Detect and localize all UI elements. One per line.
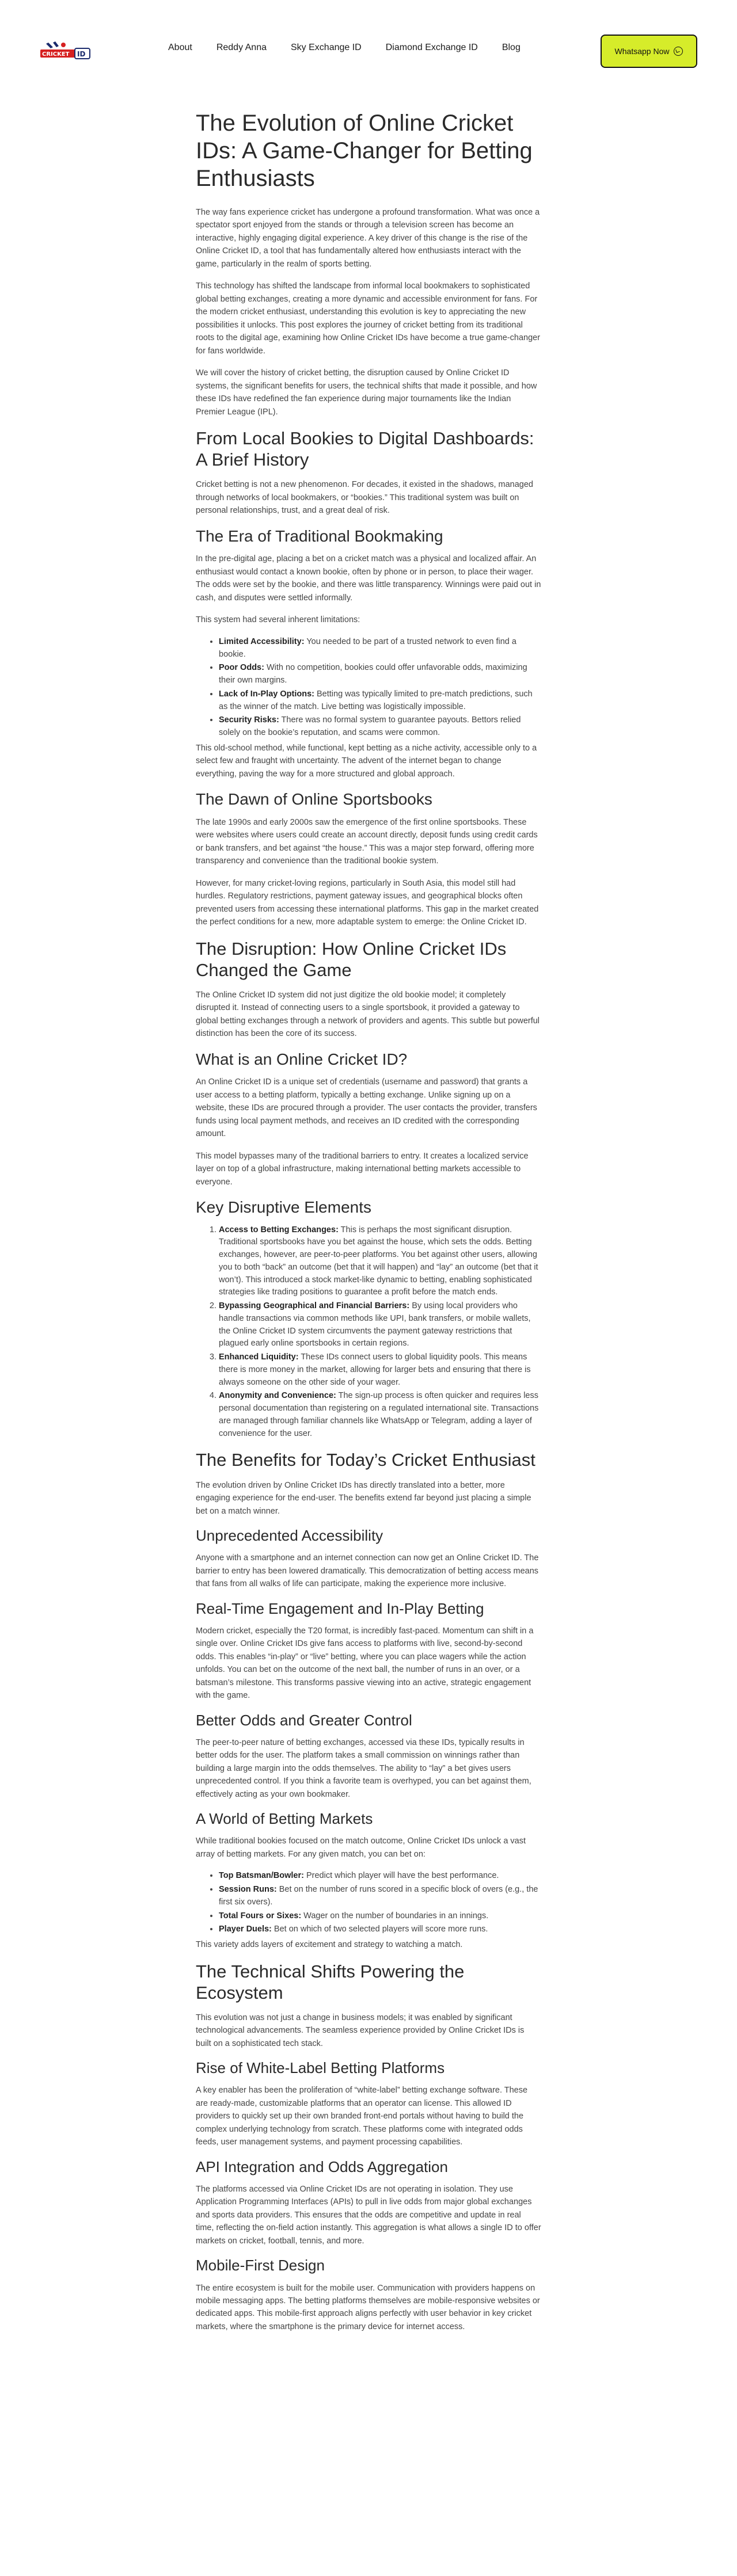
subsection-heading: A World of Betting Markets xyxy=(196,1810,373,1828)
paragraph: Cricket betting is not a new phenomenon. For decades, it existed in the shadows, managed through networks of local bookmakers, or “bookies.” This traditional system was built on personal relationships, trust, and a great deal of risk. xyxy=(196,480,533,516)
list-item: • Lack of In-Play Options: Betting was typically limited to pre-match predictions, such as the winner of the match. Live betting was logistically impossible. xyxy=(219,688,541,714)
intro-paragraph-3: We will cover the history of cricket betting, the disruption caused by Online Cricket ID systems, the significant benefits for users, the technical shifts that made it possible, and how these IDs have redefined the fan experience during major tournaments like the Indian Premier League (IPL). xyxy=(196,368,537,417)
limitations-list xyxy=(196,636,541,740)
paragraph: In the pre-digital age, placing a bet on a cricket match was a physical and localized affair. An enthusiast would contact a known bookie, often by phone or in person, to place their wager. The odds were set by the bookie, and there was little transparency. Winnings were paid out in cash, and disputes were settled informally. xyxy=(196,554,541,603)
paragraph: Anyone with a smartphone and an internet connection can now get an Online Cricket ID. The barrier to entry has been lowered dramatically. This democratization of betting access means that fans from all walks of life can participate, making the experience more inclusive. xyxy=(196,1553,539,1589)
paragraph: The Online Cricket ID system did not just digitize the old bookie model; it completely disrupted it. Instead of connecting users to a single sportsbook, it provided a gateway to global betting exchanges through a network of providers and agents. This subtle but powerful distinction has been the core of its success. xyxy=(196,990,540,1039)
betting-markets-list xyxy=(196,1870,541,1936)
nav-about[interactable]: About xyxy=(168,43,192,52)
paragraph: A key enabler has been the proliferation of “white-label” betting exchange software. These are ready-made, customizable platforms that an operator can license. This allowed ID providers to quickly set up their own branded front-end portals without having to build the complex underlying technology from scratch. These platforms come with integrated odds feeds, user management systems, and payment processing capabilities. xyxy=(196,2086,528,2147)
main-nav xyxy=(168,43,521,53)
paragraph: The evolution driven by Online Cricket IDs has directly translated into a better, more engaging experience for the end-user. The benefits extend far beyond just placing a simple bet on a match winner. xyxy=(196,1480,531,1516)
paragraph: While traditional bookies focused on the match outcome, Online Cricket IDs unlock a vast array of betting markets. For any given match, you can bet on: xyxy=(196,1836,526,1859)
subsection-heading: The Era of Traditional Bookmaking xyxy=(196,527,443,545)
site-header xyxy=(0,0,737,75)
list-item: 2. Bypassing Geographical and Financial Barriers: By using local providers who handle transactions via common methods like UPI, bank transfers, or mobile wallets, the Online Cricket ID system circumvents the payment gateway restrictions that plagued early online sportsbooks in certain regions. xyxy=(219,1300,541,1350)
subsection-heading: The Dawn of Online Sportsbooks xyxy=(196,790,432,809)
subsection-heading: Better Odds and Greater Control xyxy=(196,1711,412,1729)
list-item: • Top Batsman/Bowler: Predict which player will have the best performance. xyxy=(219,1870,541,1883)
subsection-heading: What is an Online Cricket ID? xyxy=(196,1050,408,1068)
nav-blog[interactable]: Blog xyxy=(502,43,521,52)
list-item: • Player Duels: Bet on which of two selected players will score more runs. xyxy=(219,1923,541,1936)
whatsapp-icon xyxy=(674,47,683,56)
paragraph: However, for many cricket-loving regions, particularly in South Asia, this model still had hurdles. Regulatory restrictions, payment gateway issues, and geographical blocks often prevented users from accessing these international platforms. This gap in the market created the perfect conditions for a new, more adaptable system to emerge: the Online Cricket ID. xyxy=(196,878,539,927)
nav-diamond-exchange-id[interactable]: Diamond Exchange ID xyxy=(385,43,478,52)
paragraph: This model bypasses many of the traditional barriers to entry. It creates a localized service layer on top of a global infrastructure, making international betting markets accessible to everyone. xyxy=(196,1151,529,1187)
paragraph: The late 1990s and early 2000s saw the emergence of the first online sportsbooks. These were websites where users could create an account directly, deposit funds using credit cards or bank transfers, and bet against “the house.” This was a major step forward, offering more transparency and convenience than the traditional bookie system. xyxy=(196,817,538,866)
subsection-heading: Real-Time Engagement and In-Play Betting xyxy=(196,1599,484,1617)
subsection-heading: Rise of White-Label Betting Platforms xyxy=(196,2059,445,2077)
list-item: 3. Enhanced Liquidity: These IDs connect users to global liquidity pools. This means there is more money in the market, allowing for larger bets and ensuring that there is always someone on the other side of your wager. xyxy=(219,1351,541,1389)
list-item: • Limited Accessibility: You needed to be part of a trusted network to even find a bookie. xyxy=(219,636,541,661)
list-item: • Total Fours or Sixes: Wager on the number of boundaries in an innings. xyxy=(219,1910,541,1923)
article-title: The Evolution of Online Cricket IDs: A Game-Changer for Betting Enthusiasts xyxy=(196,110,533,191)
section-heading: From Local Bookies to Digital Dashboards: A Brief History xyxy=(196,428,534,470)
list-item: • Security Risks: There was no formal system to guarantee payouts. Bettors relied solely on the bookie’s reputation, and scams were common. xyxy=(219,714,541,740)
paragraph: This old-school method, while functional, kept betting as a niche activity, accessible only to a select few and fraught with uncertainty. The advent of the internet began to change everything, paving the way for a more structured and global approach. xyxy=(196,743,537,779)
paragraph: The platforms accessed via Online Cricket IDs are not operating in isolation. They use Application Programming Interfaces (APIs) to pull in live odds from major global exchanges and sports data providers. This ensures that the odds are competitive and update in real time, reflecting the on-field action instantly. This aggregation is what allows a single ID to offer markets on cricket, football, tennis, and more. xyxy=(196,2185,541,2246)
paragraph: The peer-to-peer nature of betting exchanges, accessed via these IDs, typically results in better odds for the user. The platform takes a small commission on winnings rather than building a large margin into the odds themselves. The ability to “lay” a bet gives users unprecedented control. If you think a favorite team is overhyped, you can bet against them, effectively acting as your own bookmaker. xyxy=(196,1737,531,1799)
whatsapp-button-label: Whatsapp Now xyxy=(614,47,670,56)
list-item: • Poor Odds: With no competition, bookies could offer unfavorable odds, maximizing their own margins. xyxy=(219,662,541,687)
subsection-heading: API Integration and Odds Aggregation xyxy=(196,2158,448,2175)
paragraph: An Online Cricket ID is a unique set of credentials (username and password) that grants a user access to a betting platform, typically a betting exchange. Unlike signing up on a website, these IDs are procured through a provider. The user contacts the provider, transfers funds using local payment methods, and receives an ID credited with the corresponding amount. xyxy=(196,1077,537,1139)
list-item: 4. Anonymity and Convenience: The sign-up process is often quicker and requires less personal documentation than registering on a regulated international site. Transactions are managed through familiar channels like WhatsApp or Telegram, adding a layer of convenience for the user. xyxy=(219,1390,541,1440)
list-item: • Session Runs: Bet on the number of runs scored in a specific block of overs (e.g., the first six overs). xyxy=(219,1884,541,1909)
subsection-heading: Key Disruptive Elements xyxy=(196,1198,372,1217)
nav-sky-exchange-id[interactable]: Sky Exchange ID xyxy=(291,43,362,52)
intro-paragraph-2: This technology has shifted the landscape from informal local bookmakers to sophisticated global betting exchanges, creating a more dynamic and accessible environment for fans. For the modern cricket enthusiast, understanding this evolution is key to appreciating the new possibilities it unlocks. This post explores the journey of cricket betting from its traditional roots to the digital age, examining how Online Cricket IDs have become a true game-changer for fans worldwide. xyxy=(196,281,541,356)
whatsapp-now-button[interactable] xyxy=(601,35,697,68)
subsection-heading: Mobile-First Design xyxy=(196,2257,325,2274)
section-heading: The Disruption: How Online Cricket IDs Changed the Game xyxy=(196,938,507,980)
article xyxy=(196,109,541,2342)
nav-reddy-anna[interactable]: Reddy Anna xyxy=(216,43,267,52)
paragraph: Modern cricket, especially the T20 format, is incredibly fast-paced. Momentum can shift in a single over. Online Cricket IDs give fans access to platforms with live, second-by-second odds. This enables “in-play” or “live” betting, where you can place wagers while the action unfolds. You can bet on the outcome of the next ball, the number of runs in an over, or a batsman’s milestone. This transforms passive viewing into an active, strategic engagement with the game. xyxy=(196,1626,534,1701)
svg-text:ID: ID xyxy=(77,50,86,58)
paragraph: This evolution was not just a change in business models; it was enabled by significant technological advancements. The seamless experience provided by Online Cricket IDs is built on a sophisticated tech stack. xyxy=(196,2013,525,2048)
svg-text:CRICKET: CRICKET xyxy=(42,51,70,58)
section-heading: The Benefits for Today’s Cricket Enthusiast xyxy=(196,1450,535,1470)
paragraph: The entire ecosystem is built for the mobile user. Communication with providers happens on mobile messaging apps. The betting platforms themselves are mobile-responsive websites or dedicated apps. This mobile-first approach aligns perfectly with user behavior in key cricket markets, where the smartphone is the primary device for internet access. xyxy=(196,2283,540,2331)
list-item: 1. Access to Betting Exchanges: This is perhaps the most significant disruption. Traditional sportsbooks have you bet against the house, which sets the odds. Betting exchanges, however, are peer-to-peer platforms. You bet against other users, allowing you to both “back” an outcome (bet that it will happen) and “lay” an outcome (bet that it won’t). This introduced a stock market-like dynamic to betting, enabling sophisticated strategies like trading positions to guarantee a profit before the match ends. xyxy=(219,1224,541,1300)
paragraph: This system had several inherent limitations: xyxy=(196,615,360,625)
paragraph: This variety adds layers of excitement and strategy to watching a match. xyxy=(196,1940,463,1950)
subsection-heading: Unprecedented Accessibility xyxy=(196,1527,383,1545)
section-heading: The Technical Shifts Powering the Ecosystem xyxy=(196,1961,465,2003)
intro-paragraph-1: The way fans experience cricket has undergone a profound transformation. What was once a spectator sport enjoyed from the stands or through a television screen has become an interactive, highly engaging digital experience. A key driver of this change is the rise of the Online Cricket ID, a tool that has fundamentally altered how enthusiasts interact with the game, particularly in the realm of sports betting. xyxy=(196,208,540,269)
site-logo[interactable] xyxy=(38,39,93,64)
disruptive-elements-list xyxy=(196,1224,541,1441)
